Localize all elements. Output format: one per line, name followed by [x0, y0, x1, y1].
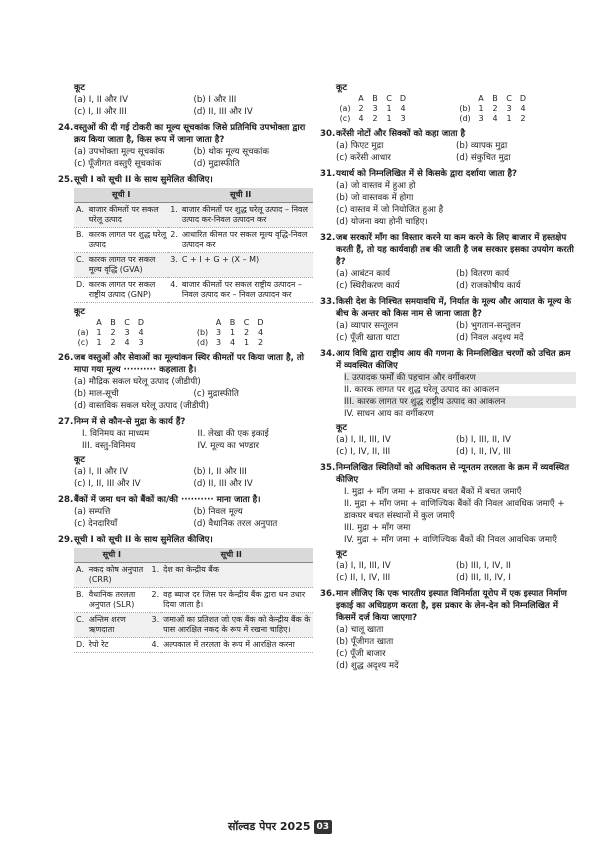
option-a[interactable]: (a) उपभोक्ता मूल्य सूचकांक: [74, 147, 165, 157]
option-a[interactable]: (a) व्यापार सन्तुलन: [336, 321, 399, 331]
options: [336, 268, 576, 292]
question-text: यथार्थ को निम्नलिखित में से किसके द्वारा दर्शाया जाता है?: [336, 169, 518, 179]
options: [336, 180, 576, 228]
option-b[interactable]: (b) I और III: [193, 95, 237, 105]
option-d[interactable]: (d) मुद्रास्फीति: [193, 159, 240, 169]
option-d[interactable]: (d) संकुचित मुद्रा: [456, 153, 511, 163]
option-c[interactable]: (c) पूँजीगत वस्तुएँ सूचकांक: [74, 159, 162, 169]
option-b[interactable]: (b) भुगतान-सन्तुलन: [456, 321, 521, 331]
row-match: अल्पकाल में तरलता के रूप में आरक्षित करना: [161, 638, 313, 653]
question-number: 31.: [320, 169, 336, 179]
option-d[interactable]: (d) 3 4 1 2: [459, 114, 526, 123]
statement: III. कारक लागत पर शुद्ध राष्ट्रीय उत्पाद का आकलन: [344, 396, 576, 408]
option-c[interactable]: (c) देनदारियाँ: [74, 519, 118, 529]
row-number: 3.: [150, 613, 162, 638]
question-31: [320, 168, 576, 228]
option-a[interactable]: (a) I, II और IV: [74, 467, 128, 477]
question-36: [320, 588, 576, 672]
option-b[interactable]: (b) निवल मूल्य: [193, 507, 243, 517]
option-a[interactable]: (a) फिएट मुद्रा: [336, 141, 384, 151]
option-b[interactable]: (b) व्यापक मुद्रा: [456, 141, 508, 151]
statement: III. वस्तु-विनिमय: [82, 441, 136, 451]
option-b[interactable]: (b) 1 2 3 4: [459, 104, 526, 113]
statement: II. कारक लागत पर शुद्ध घरेलू उत्पाद का आकलन: [344, 385, 500, 395]
option-c[interactable]: (c) करेंसी आधार: [336, 153, 391, 163]
table-row: [74, 638, 313, 653]
option-b[interactable]: (b) I, II और III: [193, 467, 247, 477]
option-a[interactable]: (a) I, II, III, IV: [336, 435, 391, 445]
question-23-options: [58, 82, 313, 118]
options: [336, 140, 576, 164]
option-d[interactable]: (d) III, II, IV, I: [456, 573, 511, 583]
option-c[interactable]: (c) I, IV, II, III: [336, 447, 391, 457]
options: [74, 94, 313, 118]
footer-title: सॉल्वड पेपर 2025: [228, 820, 311, 833]
option-d[interactable]: (d) योजना क्या होनी चाहिए।: [336, 217, 428, 227]
statement: III. मुद्रा + माँग जमा: [344, 523, 411, 533]
question-number: 28.: [58, 495, 74, 505]
question-26: [58, 352, 313, 412]
row-match: देश का केन्द्रीय बैंक: [161, 563, 313, 588]
options: [74, 146, 313, 170]
option-b[interactable]: (b) जो वास्तवक में होगा: [336, 193, 414, 203]
question-number: 34.: [320, 349, 336, 359]
code-header: A B C D: [96, 318, 145, 327]
option-a[interactable]: (a) आबंटन कार्य: [336, 269, 391, 279]
code-header: A B C D: [478, 94, 527, 103]
statement: I. मुद्रा + माँग जमा + डाकघर बचत बैंकों में बचत जमाएँ: [344, 487, 522, 497]
option-d[interactable]: (d) II, III और IV: [193, 479, 253, 489]
statement: II. मुद्रा + माँग जमा + वाणिज्यिक बैंकों की निवल आवधिक जमाएँ + डाकघर बचत संस्थानों में कुल जमाएँ: [344, 499, 565, 521]
table-row: [74, 588, 313, 613]
option-d[interactable]: (d) 3 4 1 2: [196, 338, 264, 347]
question-number: 33.: [320, 297, 336, 307]
option-a[interactable]: (a) I, II और IV: [74, 95, 128, 105]
option-a[interactable]: (a) चालू खाता: [336, 625, 384, 635]
code-label: कूट: [336, 549, 347, 559]
option-b[interactable]: (b) वितरण कार्य: [456, 269, 510, 279]
row-letter: D.: [74, 638, 87, 653]
row-letter: D.: [74, 278, 87, 303]
question-number: 32.: [320, 233, 336, 243]
question-25: [58, 174, 313, 348]
question-text: जब वस्तुओं और सेवाओं का मूल्यांकन स्थिर कीमतों पर किया जाता है, तो मापा गया मूल्य ·········· कहलाता है।: [74, 353, 304, 375]
options: [74, 506, 313, 530]
question-text: आय विधि द्वारा राष्ट्रीय आय की गणना के निम्नलिखित चरणों को उचित क्रम में व्यवस्थित कीजिए: [336, 349, 571, 371]
row-item: कारक लागत पर शुद्ध घरेलू उत्पाद: [87, 228, 169, 253]
statement: IV. साधन आय का वर्गीकरण: [344, 409, 434, 419]
list-1-header: सूची I: [74, 548, 150, 563]
code-header: A B C D: [215, 318, 264, 327]
option-b[interactable]: (b) III, I, IV, II: [456, 561, 511, 571]
option-b[interactable]: (b) पूँजीगत खाता: [336, 637, 394, 647]
table-row: [74, 278, 313, 303]
table-row: [74, 253, 313, 278]
question-33: [320, 296, 576, 344]
code-label: कूट: [336, 423, 347, 433]
question-27: [58, 416, 313, 490]
row-match: बाजार कीमतों पर सकल राष्ट्रीय उत्पादन – निवल उत्पाद कर – निवल उत्पादन कर: [180, 278, 313, 303]
row-item: नकद कोष अनुपात (CRR): [87, 563, 150, 588]
row-item: कारक लागत पर सकल राष्ट्रीय उत्पाद (GNP): [87, 278, 169, 303]
option-c[interactable]: (c) पूँजी खाता घाटा: [336, 333, 400, 343]
options: [336, 560, 576, 584]
option-b[interactable]: (b) माल-सूची: [74, 389, 119, 399]
table-row: [74, 613, 313, 638]
question-number: 24.: [58, 123, 74, 133]
statement: II. लेखा की एक इकाई: [197, 429, 269, 439]
list-2-header: सूची II: [150, 548, 313, 563]
question-28: [58, 494, 313, 530]
option-c[interactable]: (c) I, II, III और IV: [74, 479, 141, 489]
option-a[interactable]: (a) जो वास्तव में हुआ हो: [336, 181, 416, 191]
options: [336, 624, 576, 672]
row-number: 2.: [168, 228, 180, 253]
question-number: 27.: [58, 417, 74, 427]
statement: I. उत्पादक फर्मों की पहचान और वर्गीकरण: [344, 372, 576, 384]
code-label: कूट: [74, 83, 85, 93]
question-30: [320, 128, 576, 164]
option-c[interactable]: (c) 1 2 4 3: [77, 338, 144, 347]
option-c[interactable]: (c) स्थिरीकरण कार्य: [336, 281, 400, 291]
row-number: 2.: [150, 588, 162, 613]
question-32: [320, 232, 576, 292]
row-letter: A.: [74, 563, 87, 588]
option-a[interactable]: (a) 1 2 3 4: [77, 328, 144, 337]
statements: [82, 428, 313, 452]
option-c[interactable]: (c) मुद्रास्फीति: [193, 389, 239, 399]
option-a[interactable]: (a) I, II, III, IV: [336, 561, 391, 571]
options: [336, 434, 576, 458]
option-d[interactable]: (d) निवल अदृश्य मदें: [456, 333, 524, 343]
question-text: करेंसी नोटों और सिक्कों को कहा जाता है: [336, 129, 466, 139]
option-b[interactable]: (b) थोक मूल्य सूचकांक: [193, 147, 269, 157]
question-text: निम्नलिखित स्थितियों को अधिकतम से न्यूनतम तरलता के क्रम में व्यवस्थित कीजिए: [336, 463, 570, 485]
question-text: वस्तुओं की दी गई टोकरी का मूल्य सूचकांक जिसे प्रतिनिधि उपभोक्ता द्वारा क्रय किया जाता है, किस रूप में जाना जाता है?: [74, 123, 306, 145]
option-d[interactable]: (d) राजकोषीय कार्य: [456, 281, 521, 291]
option-a[interactable]: (a) सम्पत्ति: [74, 507, 111, 517]
question-29-codes: [320, 82, 576, 124]
option-d[interactable]: (d) वैधानिक तरल अनुपात: [193, 519, 278, 529]
code-label: कूट: [74, 307, 85, 317]
question-text: निम्न में से कौन-से मुद्रा के कार्य हैं?: [74, 417, 186, 427]
left-column: [58, 80, 313, 657]
options: [336, 320, 576, 344]
code-options: [336, 94, 576, 124]
question-24: [58, 122, 313, 170]
option-d[interactable]: (d) I, II, IV, III: [456, 447, 511, 457]
question-number: 25.: [58, 175, 74, 185]
question-number: 26.: [58, 353, 74, 363]
question-number: 36.: [320, 589, 336, 599]
row-letter: C.: [74, 253, 87, 278]
page-footer: [228, 820, 332, 834]
statement: I. विनिमय का माध्यम: [82, 429, 150, 439]
option-a[interactable]: (a) 2 3 1 4: [339, 104, 406, 113]
question-35: [320, 462, 576, 584]
statement: IV. मुद्रा + माँग जमा + वाणिज्यिक बैंकों की निवल आवधिक जमाएँ: [344, 535, 557, 545]
table-row: [74, 203, 313, 228]
row-number: 3.: [168, 253, 180, 278]
question-text: सूची I को सूची II के साथ सुमेलित कीजिए।: [74, 175, 213, 185]
row-number: 4.: [150, 638, 162, 653]
list-2-header: सूची II: [168, 188, 313, 203]
question-text: किसी देश के निश्चित समयावधि में, निर्यात के मूल्य और आयात के मूल्य के बीच के अन्तर को किस नाम से जाना जाता है?: [336, 297, 572, 319]
question-number: 29.: [58, 535, 74, 545]
question-number: 30.: [320, 129, 336, 139]
table-row: [74, 563, 313, 588]
row-letter: B.: [74, 588, 87, 613]
table-row: [74, 228, 313, 253]
option-c[interactable]: (c) वास्तव में जो नियोजित हुआ है: [336, 205, 444, 215]
question-text: जब सरकारें माँग का विस्तार करने या कम करने के लिए बाजार में हस्तक्षेप करती हैं, तो यह कार्यवाही तब की जाती है जब सरकार इसका उपयोग करती है?: [336, 233, 574, 267]
options: [74, 376, 313, 412]
option-d[interactable]: (d) वास्तविक सकल घरेलू उत्पाद (जीडीपी): [74, 401, 210, 411]
row-match: जमाओं का प्रतिशत जो एक बैंक को केन्द्रीय बैंक के पास आरक्षित नकद के रूप में रखना चाहिए।: [161, 613, 313, 638]
option-c[interactable]: (c) 4 2 1 3: [339, 114, 406, 123]
row-match: आधारित कीमत पर सकल मूल्य वृद्धि-निवल उत्पादन कर: [180, 228, 313, 253]
row-match: बाजार कीमतों पर शुद्ध घरेलू उत्पाद – निवल उत्पाद कर-निवल उत्पादन कर: [180, 203, 313, 228]
row-number: 4.: [168, 278, 180, 303]
question-34: [320, 348, 576, 458]
row-item: अन्तिम शरण ऋणदाता: [87, 613, 150, 638]
statement: IV. मूल्य का भण्डार: [197, 441, 260, 451]
question-number: 35.: [320, 463, 336, 473]
row-item: रेपो रेट: [87, 638, 150, 653]
option-c[interactable]: (c) II, I, IV, III: [336, 573, 391, 583]
right-column: [320, 80, 576, 676]
row-letter: A.: [74, 203, 87, 228]
question-text: मान लीजिए कि एक भारतीय इस्पात विनिर्माता यूरोप में एक इस्पात निर्माण इकाई का अधिग्रहण करता है, इस प्रकार के लेन-देन को निम्नलिखित में किसमें दर्ज किया जाएगा?: [336, 589, 567, 623]
list-1-header: सूची I: [74, 188, 168, 203]
option-d[interactable]: (d) II, III और IV: [193, 107, 253, 117]
option-a[interactable]: (a) मौद्रिक सकल घरेलू उत्पाद (जीडीपी): [74, 377, 201, 387]
option-b[interactable]: (b) 3 1 2 4: [196, 328, 264, 337]
code-label: कूट: [74, 455, 85, 465]
page-number: 03: [314, 820, 333, 834]
row-item: बाजार कीमतों पर सकल घरेलू उत्पाद: [87, 203, 169, 228]
option-d[interactable]: (d) शुद्ध अदृश्य मदें: [336, 661, 399, 671]
row-match: C + I + G + (X – M): [180, 253, 313, 278]
row-number: 1.: [150, 563, 162, 588]
option-b[interactable]: (b) I, III, II, IV: [456, 435, 511, 445]
row-match: वह ब्याज दर जिस पर केन्द्रीय बैंक द्वारा धन उधार दिया जाता है।: [161, 588, 313, 613]
row-letter: C.: [74, 613, 87, 638]
row-item: वैधानिक तरलता अनुपात (SLR): [87, 588, 150, 613]
row-letter: B.: [74, 228, 87, 253]
options: [74, 466, 313, 490]
match-table: [74, 188, 313, 303]
question-text: बैंकों में जमा धन को बैंकों का/की ·········· माना जाता है।: [74, 495, 261, 505]
question-29: [58, 534, 313, 653]
option-c[interactable]: (c) पूँजी बाजार: [336, 649, 386, 659]
code-label: कूट: [336, 83, 347, 93]
code-options: [74, 318, 313, 348]
question-text: सूची I को सूची II के साथ सुमेलित कीजिए।: [74, 535, 213, 545]
option-c[interactable]: (c) I, II और III: [74, 107, 127, 117]
row-number: 1.: [168, 203, 180, 228]
match-table: [74, 548, 313, 653]
code-header: A B C D: [358, 94, 407, 103]
row-item: कारक लागत पर सकल मूल्य वृद्धि (GVA): [87, 253, 169, 278]
